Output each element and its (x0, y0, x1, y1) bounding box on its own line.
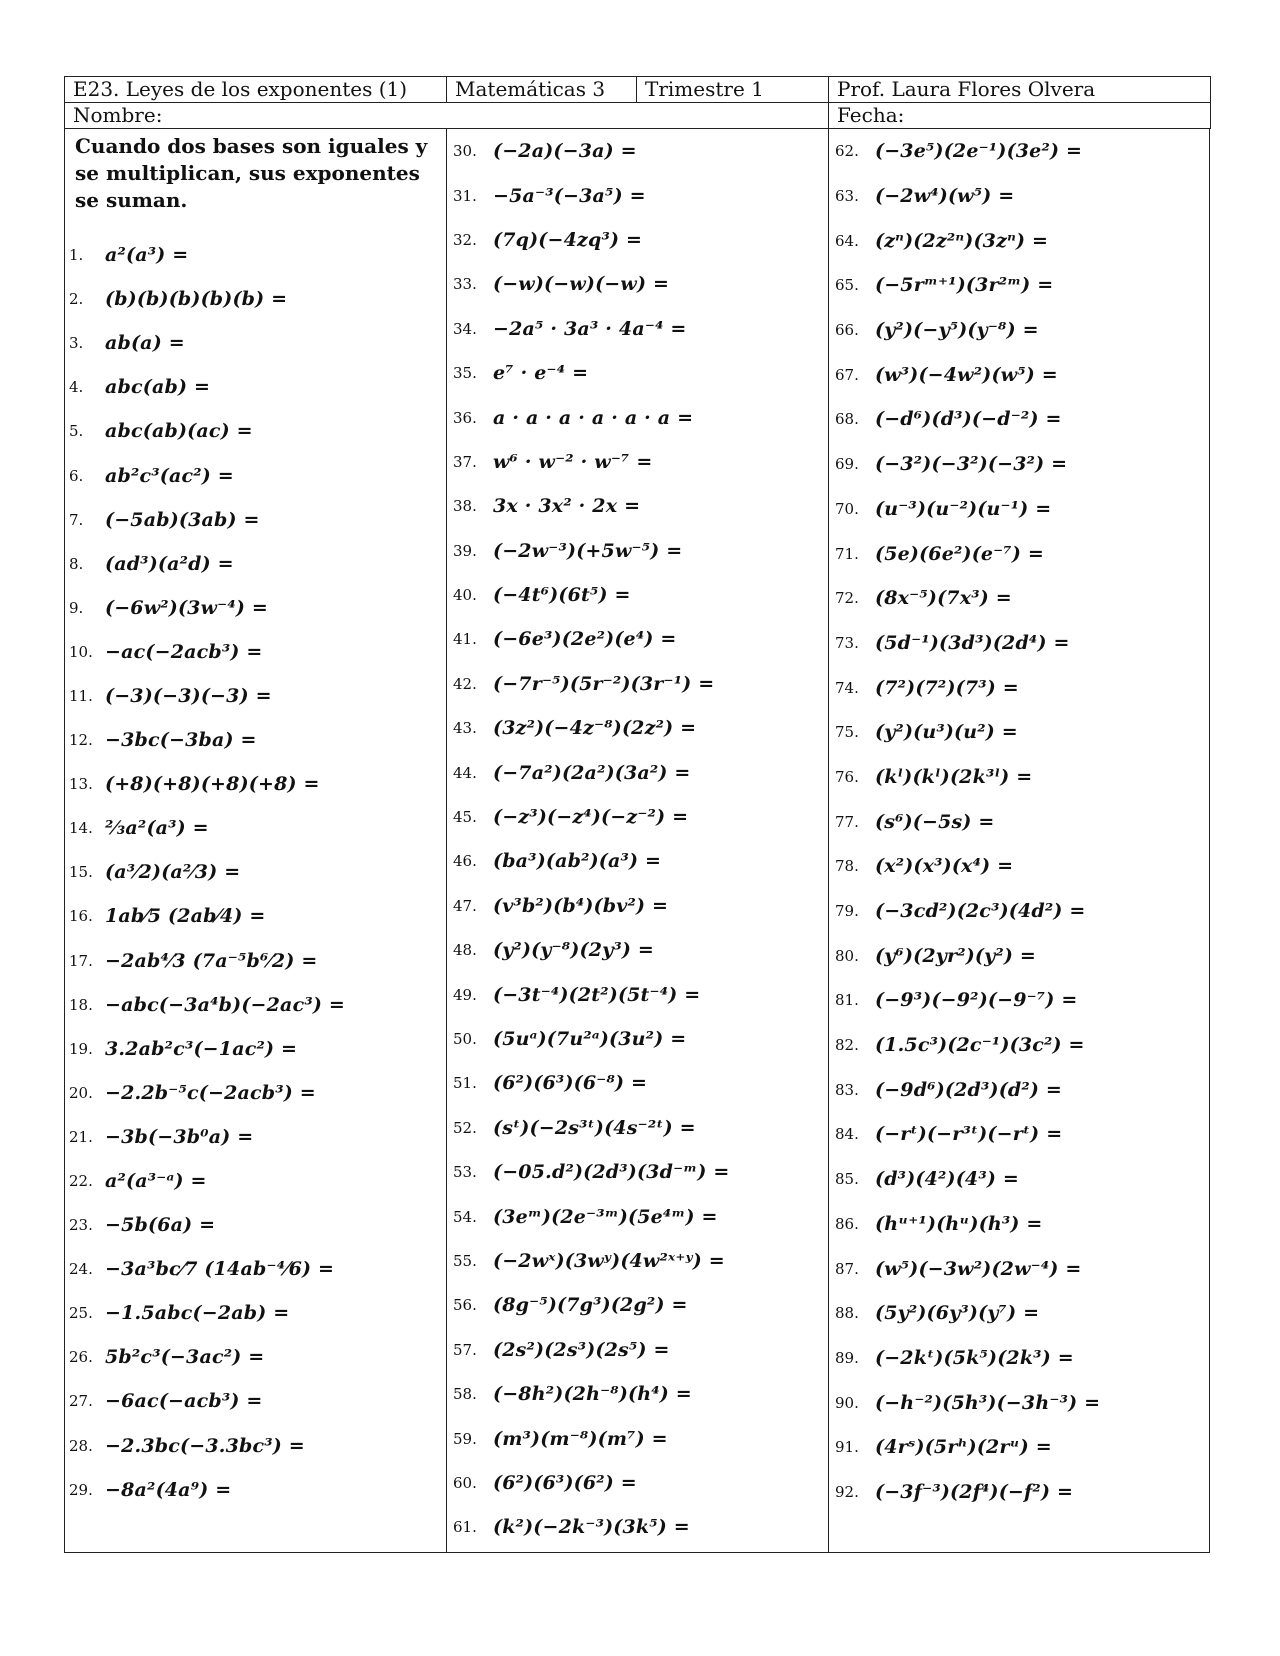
exercise-expression: −3bc(−3ba) = (105, 729, 257, 752)
exercise-list-2 (447, 129, 828, 1550)
exercise-item (829, 487, 1209, 532)
exercise-item (447, 706, 828, 750)
exercise-item (65, 1203, 446, 1247)
exercise-expression: abc(ab)(ac) = (105, 420, 253, 443)
exercise-number: 4. (69, 378, 84, 397)
exercise-item (65, 409, 446, 453)
exercise-number: 30. (453, 142, 477, 161)
exercise-number: 44. (453, 763, 477, 782)
exercise-expression: (y²)(u³)(u²) = (875, 721, 1018, 744)
exercise-number: 57. (453, 1340, 477, 1359)
exercise-expression: (zⁿ)(2z²ⁿ)(3zⁿ) = (875, 229, 1049, 252)
exercise-item (447, 795, 828, 839)
exercise-expression: (−7r⁻⁵)(5r⁻²)(3r⁻¹) = (493, 672, 715, 695)
exercise-expression: (−9d⁶)(2d³)(d²) = (875, 1078, 1063, 1101)
exercise-expression: ab(a) = (105, 332, 185, 355)
exercise-item (65, 1115, 446, 1159)
exercise-item (65, 983, 446, 1027)
exercise-item (447, 1505, 828, 1549)
exercise-item (65, 1071, 446, 1115)
exercise-number: 22. (69, 1172, 93, 1191)
exercise-expression: (v³b²)(b⁴)(bv²) = (493, 894, 669, 917)
exercise-number: 20. (69, 1083, 93, 1102)
exercise-expression: (6²)(6³)(6²) = (493, 1471, 637, 1494)
exercise-item (829, 978, 1209, 1023)
exercise-number: 11. (69, 686, 93, 705)
exercise-expression: w⁶ · w⁻² · w⁻⁷ = (493, 450, 653, 473)
exercise-expression: (8g⁻⁵)(7g³)(2g²) = (493, 1294, 688, 1317)
exercise-number: 36. (453, 408, 477, 427)
exercise-item (829, 844, 1209, 889)
exercise-item (447, 262, 828, 306)
exercise-expression: (4rˢ)(5rʰ)(2rᵘ) = (875, 1436, 1052, 1459)
exercise-expression: −6ac(−acb³) = (105, 1390, 263, 1413)
exercise-expression: (b)(b)(b)(b)(b) = (105, 288, 288, 311)
exercise-item (829, 442, 1209, 487)
exercise-expression: (−8h²)(2h⁻⁸)(h⁴) = (493, 1383, 692, 1406)
exercise-item (65, 1159, 446, 1203)
header-table (64, 76, 1211, 129)
exercise-item (447, 218, 828, 262)
exercise-number: 76. (835, 767, 859, 786)
exercise-expression: −3b(−3b⁰a) = (105, 1125, 254, 1148)
exercise-expression: (−z³)(−z⁴)(−z⁻²) = (493, 806, 689, 829)
exercise-number: 60. (453, 1473, 477, 1492)
exercise-number: 37. (453, 452, 477, 471)
exercise-number: 90. (835, 1393, 859, 1412)
exercise-item (829, 1202, 1209, 1247)
exercise-item (65, 1247, 446, 1291)
subject-label: Matemáticas 3 (447, 77, 637, 103)
exercise-number: 88. (835, 1304, 859, 1323)
exercise-number: 46. (453, 852, 477, 871)
exercise-number: 92. (835, 1482, 859, 1501)
exercise-number: 26. (69, 1348, 93, 1367)
exercise-expression: (−3)(−3)(−3) = (105, 684, 272, 707)
exercise-number: 39. (453, 541, 477, 560)
exercise-item (829, 621, 1209, 666)
exercise-item (447, 928, 828, 972)
exercise-item (447, 529, 828, 573)
date-field[interactable]: Fecha: (829, 103, 1211, 129)
exercise-expression: abc(ab) = (105, 376, 211, 399)
exercise-item (65, 850, 446, 894)
exercise-expression: −8a²(4a⁹) = (105, 1478, 232, 1501)
exercise-item (829, 531, 1209, 576)
exercise-item (829, 129, 1209, 174)
exercise-number: 3. (69, 334, 84, 353)
exercise-number: 40. (453, 586, 477, 605)
exercise-item (65, 1335, 446, 1379)
exercise-number: 78. (835, 857, 859, 876)
exercise-expression: (−w)(−w)(−w) = (493, 273, 670, 296)
exercise-item (829, 799, 1209, 844)
exercise-expression: −3a³bc⁄7 (14ab⁻⁴⁄6) = (105, 1258, 335, 1281)
exercise-number: 70. (835, 499, 859, 518)
exercise-item (65, 1468, 446, 1512)
exercise-item (447, 884, 828, 928)
rule-statement: Cuando dos bases son iguales y se multiplican, sus exponentes se suman. (75, 134, 428, 212)
exercise-expression: (−h⁻²)(5h³)(−3h⁻³) = (875, 1391, 1101, 1414)
exercise-expression: (1.5c³)(2c⁻¹)(3c²) = (875, 1034, 1085, 1057)
exercise-number: 12. (69, 731, 93, 750)
exercise-expression: (s⁶)(−5s) = (875, 810, 995, 833)
exercise-number: 31. (453, 186, 477, 205)
exercise-item (447, 1372, 828, 1416)
exercise-expression: (6²)(6³)(6⁻⁸) = (493, 1072, 648, 1095)
exercise-number: 48. (453, 941, 477, 960)
exercise-item (447, 972, 828, 1016)
exercise-item (829, 1157, 1209, 1202)
exercise-number: 42. (453, 674, 477, 693)
exercise-item (65, 542, 446, 586)
exercise-expression: (−5ab)(3ab) = (105, 508, 260, 531)
exercise-item (447, 573, 828, 617)
header-row (65, 77, 1211, 103)
exercise-item (447, 617, 828, 661)
exercise-number: 84. (835, 1125, 859, 1144)
exercise-item (829, 1380, 1209, 1425)
exercise-number: 43. (453, 719, 477, 738)
exercise-expression: (−2a)(−3a) = (493, 140, 637, 163)
exercise-expression: (−05.d²)(2d³)(3d⁻ᵐ) = (493, 1161, 730, 1184)
exercise-item (65, 1027, 446, 1071)
exercise-item (447, 129, 828, 173)
exercise-number: 24. (69, 1260, 93, 1279)
exercise-expression: (−6w²)(3w⁻⁴) = (105, 596, 269, 619)
exercise-expression: (a³⁄2)(a²⁄3) = (105, 861, 241, 884)
exercise-expression: (ba³)(ab²)(a³) = (493, 850, 662, 873)
exercise-item (447, 1328, 828, 1372)
exercise-number: 9. (69, 598, 84, 617)
exercise-expression: (x²)(x³)(x⁴) = (875, 855, 1014, 878)
exercise-number: 63. (835, 187, 859, 206)
exercise-expression: a²(a³⁻ᵃ) = (105, 1170, 207, 1193)
exercise-number: 15. (69, 863, 93, 882)
exercise-number: 73. (835, 633, 859, 652)
exercise-expression: (+8)(+8)(+8)(+8) = (105, 773, 320, 796)
exercise-item (65, 1379, 446, 1423)
exercise-list-3 (829, 129, 1209, 1514)
exercise-item (65, 762, 446, 806)
exercise-item (829, 1023, 1209, 1068)
exercise-expression: (−9³)(−9²)(−9⁻⁷) = (875, 989, 1078, 1012)
exercise-expression: (−2w⁴)(w⁵) = (875, 185, 1015, 208)
exercise-expression: ²⁄₃a²(a³) = (105, 817, 209, 840)
exercise-item (447, 750, 828, 794)
exercise-number: 1. (69, 246, 84, 265)
exercise-item (65, 498, 446, 542)
exercise-expression: (8x⁻⁵)(7x³) = (875, 587, 1012, 610)
exercise-expression: (k²)(−2k⁻³)(3k⁵) = (493, 1516, 690, 1539)
exercise-item (829, 174, 1209, 219)
exercise-item (65, 674, 446, 718)
exercise-item (447, 1106, 828, 1150)
exercise-number: 19. (69, 1039, 93, 1058)
exercise-item (65, 277, 446, 321)
exercise-expression: −2a⁵ · 3a³ · 4a⁻⁴ = (493, 317, 687, 340)
exercise-number: 17. (69, 951, 93, 970)
exercise-item (829, 352, 1209, 397)
teacher-label: Prof. Laura Flores Olvera (829, 77, 1211, 103)
exercise-expression: (w⁵)(−3w²)(2w⁻⁴) = (875, 1257, 1082, 1280)
exercise-expression: 1ab⁄5 (2ab⁄4) = (105, 905, 266, 928)
exercise-number: 47. (453, 896, 477, 915)
exercise-number: 49. (453, 985, 477, 1004)
exercise-number: 50. (453, 1030, 477, 1048)
exercise-number: 61. (453, 1518, 477, 1537)
exercise-number: 18. (69, 995, 93, 1014)
exercise-item (829, 1246, 1209, 1291)
exercise-item (447, 839, 828, 883)
exercise-expression: (y⁶)(2yr²)(y²) = (875, 944, 1036, 967)
exercise-expression: (hᵘ⁺¹)(hᵘ)(h³) = (875, 1212, 1043, 1235)
exercise-expression: (−d⁶)(d³)(−d⁻²) = (875, 408, 1062, 431)
exercise-number: 23. (69, 1216, 93, 1235)
exercise-expression: (w³)(−4w²)(w⁵) = (875, 363, 1058, 386)
exercise-expression: (−2w⁻³)(+5w⁻⁵) = (493, 539, 683, 562)
exercise-expression: ab²c³(ac²) = (105, 464, 234, 487)
exercise-number: 65. (835, 276, 859, 295)
exercise-number: 21. (69, 1127, 93, 1146)
exercise-expression: 3.2ab²c³(−1ac²) = (105, 1037, 298, 1060)
exercise-expression: −2.3bc(−3.3bc³) = (105, 1434, 305, 1457)
exercise-expression: (y²)(y⁻⁸)(2y³) = (493, 939, 655, 962)
exercise-number: 55. (453, 1251, 477, 1270)
exercise-item (829, 665, 1209, 710)
exercise-expression: (y²)(−y⁵)(y⁻⁸) = (875, 319, 1039, 342)
exercise-item (65, 718, 446, 762)
exercise-item (829, 397, 1209, 442)
exercise-expression: (−rᵗ)(−r³ᵗ)(−rᵗ) = (875, 1123, 1063, 1146)
exercise-number: 5. (69, 422, 84, 441)
exercise-item (829, 1067, 1209, 1112)
exercise-expression: (3eᵐ)(2e⁻³ᵐ)(5e⁴ᵐ) = (493, 1205, 718, 1228)
exercise-item (829, 710, 1209, 755)
exercise-item (447, 395, 828, 439)
exercise-number: 45. (453, 808, 477, 827)
exercise-expression: (2s²)(2s³)(2s⁵) = (493, 1338, 670, 1361)
exercise-number: 77. (835, 812, 859, 831)
exercise-number: 27. (69, 1392, 93, 1411)
exercise-expression: e⁷ · e⁻⁴ = (493, 362, 589, 385)
exercise-expression: −5b(6a) = (105, 1214, 216, 1237)
exercise-expression: (−3t⁻⁴)(2t²)(5t⁻⁴) = (493, 983, 701, 1006)
exercise-expression: −2.2b⁻⁵c(−2acb³) = (105, 1081, 316, 1104)
exercise-item (447, 1239, 828, 1283)
exercise-number: 79. (835, 902, 859, 921)
exercise-item (447, 1017, 828, 1061)
exercise-expression: (u⁻³)(u⁻²)(u⁻¹) = (875, 497, 1052, 520)
exercise-item (829, 218, 1209, 263)
exercise-number: 87. (835, 1259, 859, 1278)
exercise-number: 35. (453, 364, 477, 383)
exercise-item (447, 351, 828, 395)
exercise-expression: 5b²c³(−3ac²) = (105, 1346, 265, 1369)
exercise-expression: (−2wˣ)(3wʸ)(4w²ˣ⁺ʸ) = (493, 1249, 725, 1272)
exercise-item (829, 576, 1209, 621)
exercise-item (65, 233, 446, 277)
exercise-number: 56. (453, 1296, 477, 1315)
exercise-item (447, 440, 828, 484)
exercise-item (447, 662, 828, 706)
exercise-expression: (−2kᵗ)(5k⁵)(2k³) = (875, 1346, 1074, 1369)
exercise-number: 85. (835, 1170, 859, 1189)
exercise-number: 54. (453, 1207, 477, 1226)
name-date-row (65, 103, 1211, 129)
exercise-number: 53. (453, 1163, 477, 1182)
exercise-number: 59. (453, 1429, 477, 1448)
exercise-grid (64, 129, 1210, 1553)
exercise-number: 34. (453, 319, 477, 338)
exercise-item (447, 484, 828, 528)
exercise-expression: (−3f⁻³)(2f⁴)(−f²) = (875, 1480, 1074, 1503)
exercise-number: 62. (835, 142, 859, 161)
exercise-item (65, 1291, 446, 1335)
exercise-item (447, 307, 828, 351)
term-label: Trimestre 1 (637, 77, 829, 103)
exercise-item (829, 1470, 1209, 1515)
exercise-item (829, 1425, 1209, 1470)
exercise-expression: 3x · 3x² · 2x = (493, 495, 641, 518)
exercise-expression: (−3cd²)(2c³)(4d²) = (875, 900, 1086, 923)
exercise-expression: (d³)(4²)(4³) = (875, 1168, 1019, 1191)
exercise-number: 7. (69, 510, 84, 529)
exercise-number: 58. (453, 1385, 477, 1404)
exercise-expression: (−5rᵐ⁺¹)(3r²ᵐ) = (875, 274, 1054, 297)
name-field[interactable]: Nombre: (65, 103, 829, 129)
exercise-item (829, 889, 1209, 934)
exercise-expression: −1.5abc(−2ab) = (105, 1302, 290, 1325)
exercise-number: 28. (69, 1436, 93, 1455)
exercise-number: 25. (69, 1304, 93, 1323)
exercise-item (65, 321, 446, 365)
exercise-number: 67. (835, 365, 859, 384)
exercise-number: 80. (835, 946, 859, 965)
exercise-expression: (ad³)(a²d) = (105, 552, 234, 575)
exercise-number: 51. (453, 1074, 477, 1093)
exercise-expression: a · a · a · a · a · a = (493, 406, 694, 429)
exercise-list-1 (65, 233, 446, 1512)
exercise-number: 16. (69, 907, 93, 926)
exercise-item (447, 1461, 828, 1505)
exercise-number: 91. (835, 1438, 859, 1457)
exercise-number: 41. (453, 630, 477, 649)
exercise-expression: (3z²)(−4z⁻⁸)(2z²) = (493, 717, 697, 740)
exercise-expression: (m³)(m⁻⁸)(m⁷) = (493, 1427, 668, 1450)
exercise-number: 72. (835, 589, 859, 608)
exercise-item (447, 1061, 828, 1105)
exercise-expression: (5d⁻¹)(3d³)(2d⁴) = (875, 631, 1070, 654)
worksheet (64, 76, 1210, 1553)
exercise-item (65, 453, 446, 497)
exercise-number: 75. (835, 723, 859, 742)
exercise-number: 74. (835, 678, 859, 697)
exercise-number: 81. (835, 991, 859, 1010)
exercise-number: 69. (835, 455, 859, 474)
exercise-item (65, 630, 446, 674)
exercise-item (829, 1291, 1209, 1336)
exercise-expression: (−3²)(−3²)(−3²) = (875, 453, 1068, 476)
exercise-number: 68. (835, 410, 859, 429)
exercise-number: 66. (835, 321, 859, 340)
exercise-item (65, 1424, 446, 1468)
exercise-item (829, 308, 1209, 353)
column-3 (829, 129, 1209, 1552)
exercise-expression: −5a⁻³(−3a⁵) = (493, 184, 646, 207)
exercise-number: 8. (69, 554, 84, 573)
exercise-number: 33. (453, 275, 477, 294)
exercise-expression: (7q)(−4zq³) = (493, 228, 643, 251)
exercise-item (65, 894, 446, 938)
worksheet-title: E23. Leyes de los exponentes (1) (65, 77, 447, 103)
exercise-item (447, 173, 828, 217)
exercise-number: 29. (69, 1480, 93, 1499)
exercise-expression: (−7a²)(2a²)(3a²) = (493, 761, 691, 784)
exercise-expression: (sᵗ)(−2s³ᵗ)(4s⁻²ᵗ) = (493, 1116, 696, 1139)
exercise-number: 13. (69, 775, 93, 794)
exercise-item (829, 1112, 1209, 1157)
exercise-number: 82. (835, 1036, 859, 1055)
exercise-number: 2. (69, 290, 84, 309)
exercise-expression: (7²)(7²)(7³) = (875, 676, 1019, 699)
exercise-expression: (5e)(6e²)(e⁻⁷) = (875, 542, 1045, 565)
column-1 (65, 129, 447, 1552)
exercise-expression: (kˡ)(kˡ)(2k³ˡ) = (875, 765, 1033, 788)
exercise-item (447, 1283, 828, 1327)
exercise-item (829, 755, 1209, 800)
exercise-number: 38. (453, 497, 477, 516)
exercise-expression: −2ab⁴⁄3 (7a⁻⁵b⁶⁄2) = (105, 949, 318, 972)
exercise-expression: (5uᵃ)(7u²ᵃ)(3u²) = (493, 1028, 687, 1050)
exercise-expression: (−4t⁶)(6t⁵) = (493, 584, 631, 607)
exercise-expression: (−3e⁵)(2e⁻¹)(3e²) = (875, 140, 1083, 163)
exercise-expression: −abc(−3a⁴b)(−2ac³) = (105, 993, 345, 1016)
exercise-expression: (−6e³)(2e²)(e⁴) = (493, 628, 677, 651)
exercise-number: 10. (69, 642, 93, 661)
exercise-item (65, 365, 446, 409)
exercise-item (447, 1416, 828, 1460)
exercise-item (65, 586, 446, 630)
exercise-item (447, 1194, 828, 1238)
exercise-item (447, 1150, 828, 1194)
exercise-expression: a²(a³) = (105, 244, 189, 267)
exercise-item (65, 806, 446, 850)
exercise-number: 14. (69, 819, 93, 838)
exercise-item (829, 263, 1209, 308)
exercise-number: 64. (835, 231, 859, 250)
exercise-expression: −ac(−2acb³) = (105, 640, 263, 663)
exercise-expression: (5y²)(6y³)(y⁷) = (875, 1302, 1040, 1325)
exercise-number: 52. (453, 1118, 477, 1137)
exercise-item (65, 939, 446, 983)
exercise-number: 32. (453, 230, 477, 249)
exercise-number: 83. (835, 1080, 859, 1099)
exercise-number: 86. (835, 1214, 859, 1233)
exercise-item (829, 933, 1209, 978)
exercise-number: 89. (835, 1348, 859, 1367)
exercise-number: 6. (69, 466, 84, 485)
exercise-number: 71. (835, 544, 859, 563)
exercise-item (829, 1336, 1209, 1381)
column-2 (447, 129, 829, 1552)
